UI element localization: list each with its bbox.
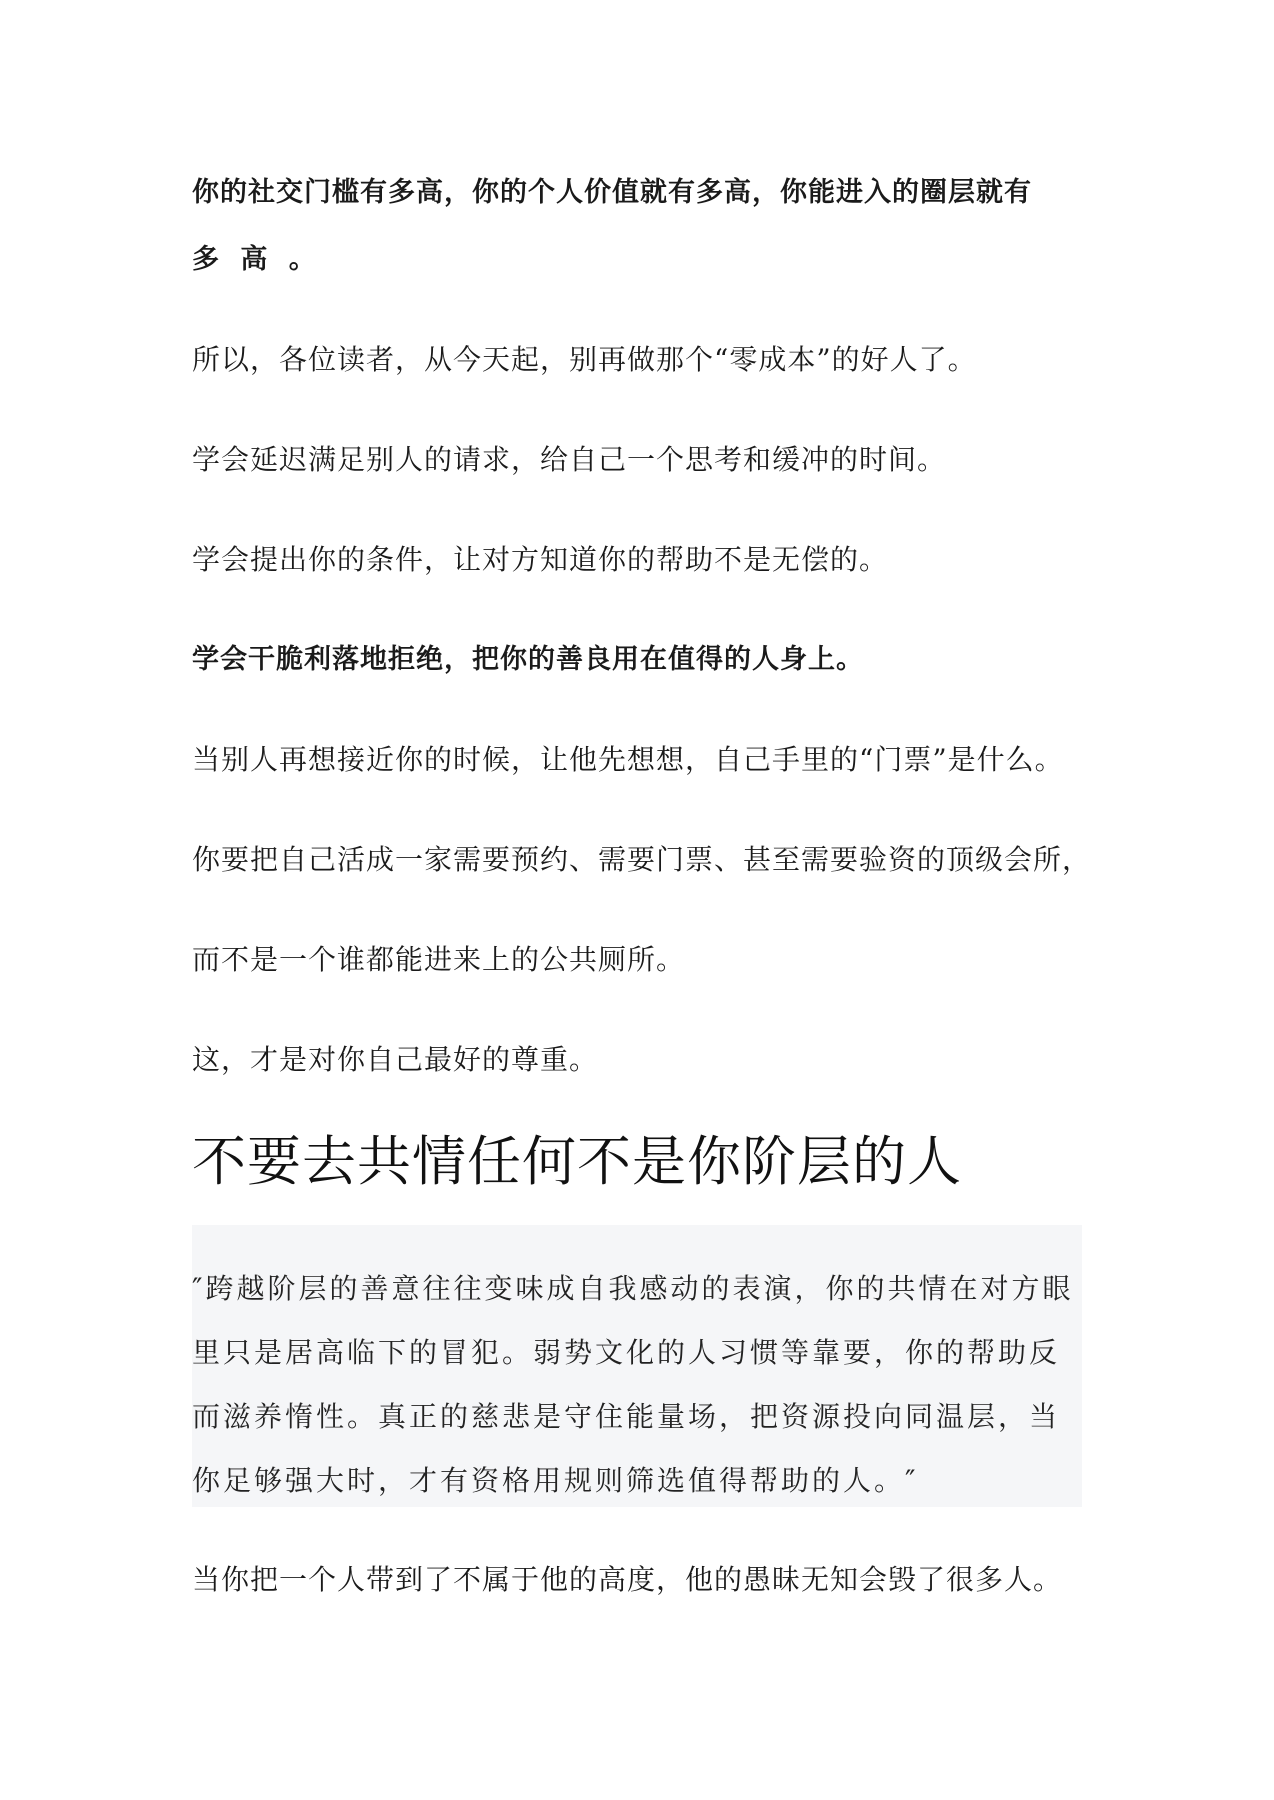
paragraph-ticket: 当别人再想接近你的时候，让他先想想，自己手里的“门票”是什么。 <box>192 743 1064 776</box>
quote-line-3: 而滋养惰性。真正的慈悲是守住能量场，把资源投向同温层，当 <box>192 1400 1061 1433</box>
paragraph-closing: 当你把一个人带到了不属于他的高度，他的愚昧无知会毁了很多人。 <box>192 1563 1063 1596</box>
blockquote <box>192 1225 1082 1507</box>
quote-line-1: ″跨越阶层的善意往往变味成自我感动的表演，你的共情在对方眼 <box>192 1272 1074 1305</box>
paragraph-conditions: 学会提出你的条件，让对方知道你的帮助不是无偿的。 <box>192 543 889 576</box>
quote-line-4: 你足够强大时，才有资格用规则筛选值得帮助的人。″ <box>192 1464 919 1497</box>
paragraph-delay: 学会延迟满足别人的请求，给自己一个思考和缓冲的时间。 <box>192 443 947 476</box>
bold-paragraph-social-threshold-cont: 多 高 。 <box>192 244 322 275</box>
paragraph-zero-cost: 所以，各位读者，从今天起，别再做那个“零成本”的好人了。 <box>192 343 977 376</box>
paragraph-respect: 这，才是对你自己最好的尊重。 <box>192 1043 599 1076</box>
quote-line-2: 里只是居高临下的冒犯。弱势文化的人习惯等靠要，你的帮助反 <box>192 1336 1061 1369</box>
section-heading: 不要去共情任何不是你阶层的人 <box>192 1130 962 1193</box>
paragraph-club: 你要把自己活成一家需要预约、需要门票、甚至需要验资的顶级会所， <box>192 843 1092 876</box>
bold-paragraph-social-threshold: 你的社交门槛有多高，你的个人价值就有多高，你能进入的圈层就有 <box>192 177 1032 208</box>
paragraph-club-cont: 而不是一个谁都能进来上的公共厕所。 <box>192 943 686 976</box>
bold-paragraph-refuse: 学会干脆利落地拒绝，把你的善良用在值得的人身上。 <box>192 644 864 675</box>
